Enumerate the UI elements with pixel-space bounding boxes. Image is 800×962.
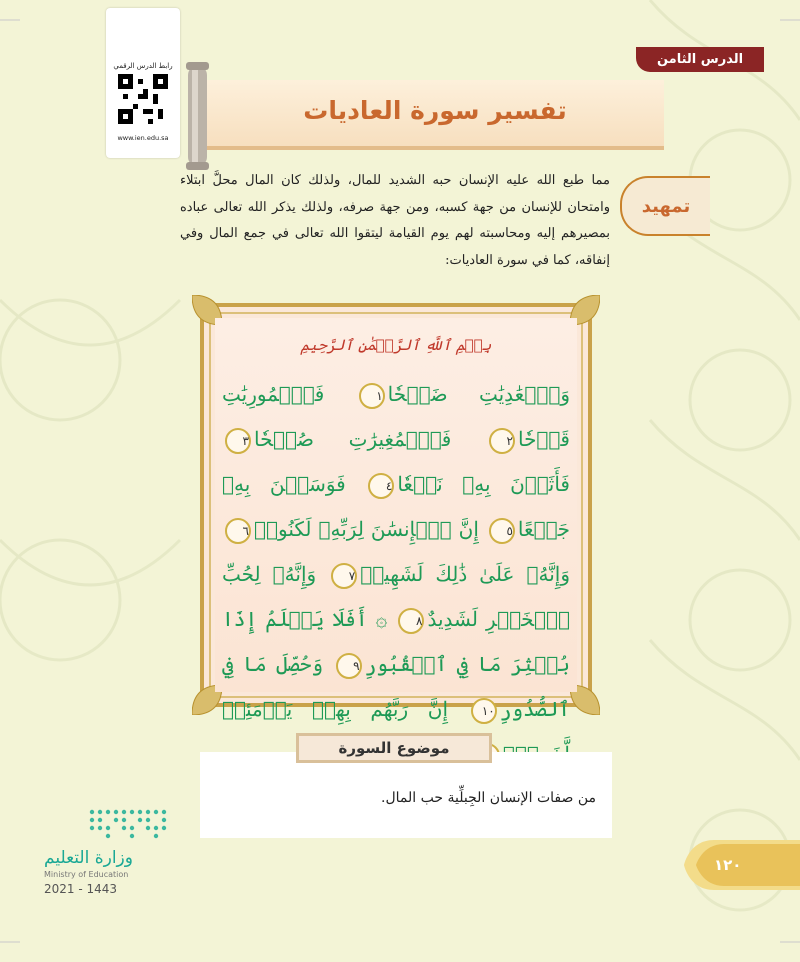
basmala: بِسۡمِ ٱللَّهِ ٱلرَّحۡمَٰنِ ٱلرَّحِيمِ bbox=[300, 336, 492, 354]
ministry-logo bbox=[34, 806, 184, 901]
verse: إِنَّ رَبَّهُم بِهِمۡ يَوۡمَئِذٖ bbox=[222, 697, 570, 766]
ministry-dots-icon bbox=[34, 806, 174, 842]
qr-url[interactable]: www.ien.edu.sa bbox=[117, 134, 169, 142]
page-title: تفسير سورة العاديات bbox=[303, 96, 567, 125]
ministry-name-en: Ministry of Education bbox=[44, 870, 129, 879]
verse-number: ٣ bbox=[225, 428, 251, 454]
verse-number: ٧ bbox=[331, 563, 357, 589]
verse: وَٱلۡعَٰدِيَٰتِ ضَبۡحٗا١ bbox=[356, 382, 570, 406]
verse: إِنَّ ٱلۡإِنسَٰنَ لِرَبِّهِۦ لَكَنُودٞ٦ bbox=[222, 517, 479, 541]
qr-card[interactable] bbox=[106, 8, 180, 158]
verse: وَإِنَّهُۥ عَلَىٰ ذَٰلِكَ لَشَهِيدٞ٧ bbox=[328, 562, 570, 586]
page-number-badge bbox=[684, 838, 800, 892]
page-badge-shape bbox=[684, 838, 800, 892]
qr-code-icon[interactable] bbox=[118, 74, 168, 124]
verse-number: ٩ bbox=[336, 653, 362, 679]
surah-verses bbox=[222, 372, 570, 777]
verse-number: ٦ bbox=[225, 518, 251, 544]
ministry-name-ar: وزارة التعليم bbox=[44, 848, 133, 868]
verse: ۞ أَفَلَا يَعۡلَمُ إِذَا بُعۡثِرَ مَا فِي ٱلۡقُبُورِ٩ bbox=[222, 607, 570, 676]
topic-label: موضوع السورة bbox=[296, 733, 492, 763]
intro-paragraph: مما طبع الله عليه الإنسان حبه الشديد للمال، ولذلك كان المال محلَّ ابتلاء وامتحان للإنسان من جهة كسبه، ومن جهة صرفه، ولذلك يذكر الله تعالى عباده بمصيرهم إليه ومحاسبته لهم يوم القيامة ليتقوا الله تعالى في جمع المال وفي إنفاقه، كما في سورة العاديات: bbox=[180, 173, 610, 268]
verse: وَحُصِّلَ مَا فِي ٱلصُّدُورِ١٠ bbox=[222, 652, 570, 721]
intro-label: تمهيد bbox=[620, 176, 710, 236]
page-number: ١٢٠ bbox=[714, 856, 742, 874]
verse: فَأَثَرۡنَ بِهِۦ نَقۡعٗا٤ bbox=[365, 472, 570, 496]
verse-number: ١٠ bbox=[471, 698, 497, 724]
scroll-icon bbox=[184, 62, 211, 170]
verse: فَٱلۡمُغِيرَٰتِ صُبۡحٗا٣ bbox=[222, 427, 451, 451]
verse-number: ١ bbox=[359, 383, 385, 409]
verse: فَٱلۡمُورِيَٰتِ قَدۡحٗا٢ bbox=[222, 382, 570, 451]
title-banner bbox=[206, 80, 664, 150]
lesson-number-tab: الدرس الثامن bbox=[636, 47, 764, 72]
verse-number: ٤ bbox=[368, 473, 394, 499]
verse: وَإِنَّهُۥ لِحُبِّ ٱلۡخَيۡرِ لَشَدِيدٌ٨ bbox=[222, 562, 570, 631]
topic-text: من صفات الإنسان الجِبلِّية حب المال. bbox=[381, 790, 596, 806]
qr-caption: رابط الدرس الرقمي bbox=[113, 62, 173, 70]
verse-number: ٥ bbox=[489, 518, 515, 544]
edition-year: 2021 - 1443 bbox=[44, 882, 118, 896]
verse-number: ٢ bbox=[489, 428, 515, 454]
verse: فَوَسَطۡنَ بِهِۦ جَمۡعًا٥ bbox=[222, 472, 570, 541]
verse-number: ٨ bbox=[398, 608, 424, 634]
